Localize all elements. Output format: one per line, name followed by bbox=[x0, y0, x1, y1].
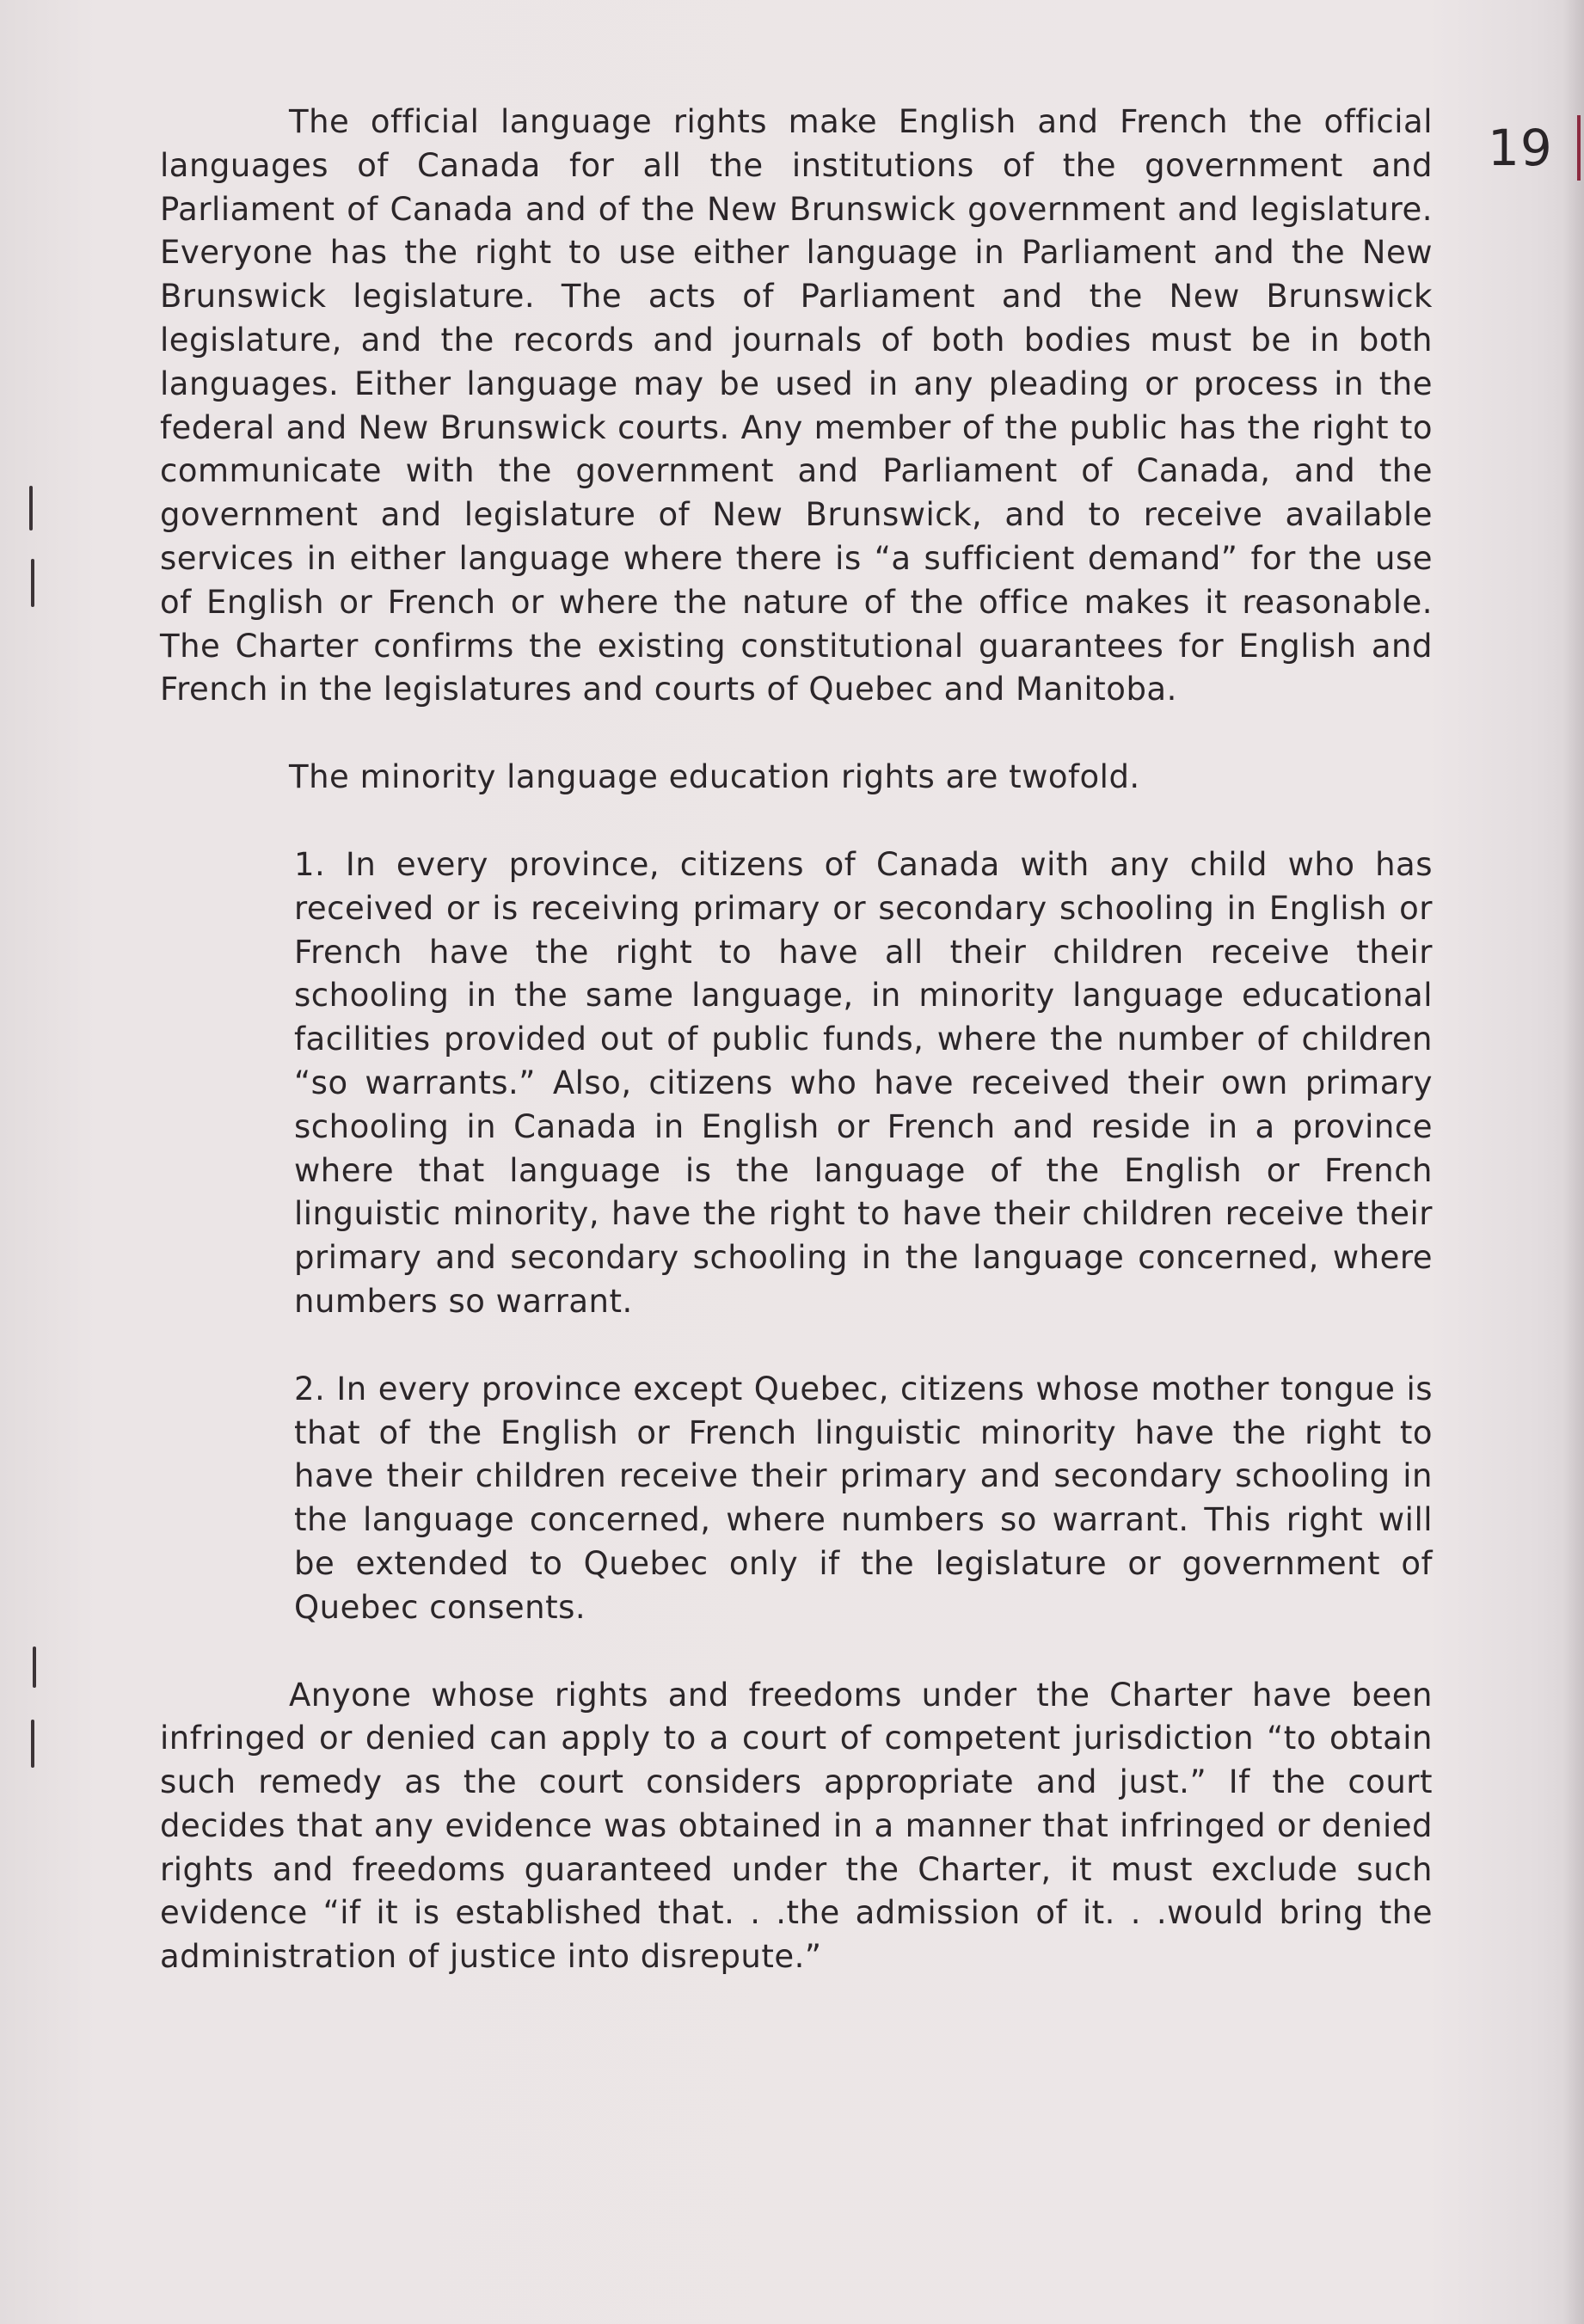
body-text bbox=[160, 101, 1433, 2023]
list-item-1: 1. In every province, citizens of Canada with any child who has received or is receiving primary or secondary schooling in English or French have the right to have all their children receive their schooling in the same language, in minority language educational facilities provided out of public funds, where the number of children “so warrants.” Also, citizens who have received their own primary schooling in Canada in English or French and reside in a province where that language is the language of the English or French linguistic minority, have the right to have their children receive their primary and secondary schooling in the language concerned, where numbers so warrant. bbox=[294, 845, 1433, 1320]
page-edge-mark bbox=[1577, 115, 1581, 181]
page-edge-shadow bbox=[1563, 0, 1584, 2324]
page-number: 19 bbox=[1488, 119, 1553, 177]
paragraph-official-languages: The official language rights make English and French the official languages of Canada for all the institutions of the government and Parliament of Canada and of the New Brunswick government and legislature. Everyone has the right to use either language in Parliament and the New Brunswick legislature. The acts of Parliament and the New Brunswick legislature, and the records and journals of both bodies must be in both languages. Either language may be used in any pleading or process in the federal and New Brunswick courts. Any member of the public has the right to communicate with the government and Parliament of Canada, and the government and legislature of New Brunswick, and to receive available services in either language where there is “a sufficient demand” for the use of English or French or where the nature of the office makes it reasonable. The Charter confirms the existing constitutional guarantees for English and French in the legislatures and courts of Quebec and Manitoba. bbox=[160, 103, 1433, 708]
list-item-2: 2. In every province except Quebec, citizens whose mother tongue is that of the English or French linguistic minority have the right to have their children receive their primary and secondary schooling in the language concerned, where numbers so warrant. This right will be extended to Quebec only if the legislature or government of Quebec consents. bbox=[294, 1370, 1433, 1626]
paragraph-remedies: Anyone whose rights and freedoms under the Charter have been infringed or denied can apply to a court of competent jurisdiction “to obtain such remedy as the court considers appropriate and just.” If the court decides that any evidence was obtained in a manner that infringed or denied rights and freedoms guaranteed under the Charter, it must exclude such evidence “if it is established that. . .the admission of it. . .would bring the administration of justice into disrepute.” bbox=[160, 1676, 1433, 1976]
paragraph-minority-intro: The minority language education rights are twofold. bbox=[289, 758, 1140, 796]
binding-mark bbox=[31, 559, 34, 607]
binding-mark bbox=[33, 1646, 36, 1688]
binding-mark bbox=[29, 486, 33, 530]
binding-mark bbox=[31, 1720, 34, 1768]
